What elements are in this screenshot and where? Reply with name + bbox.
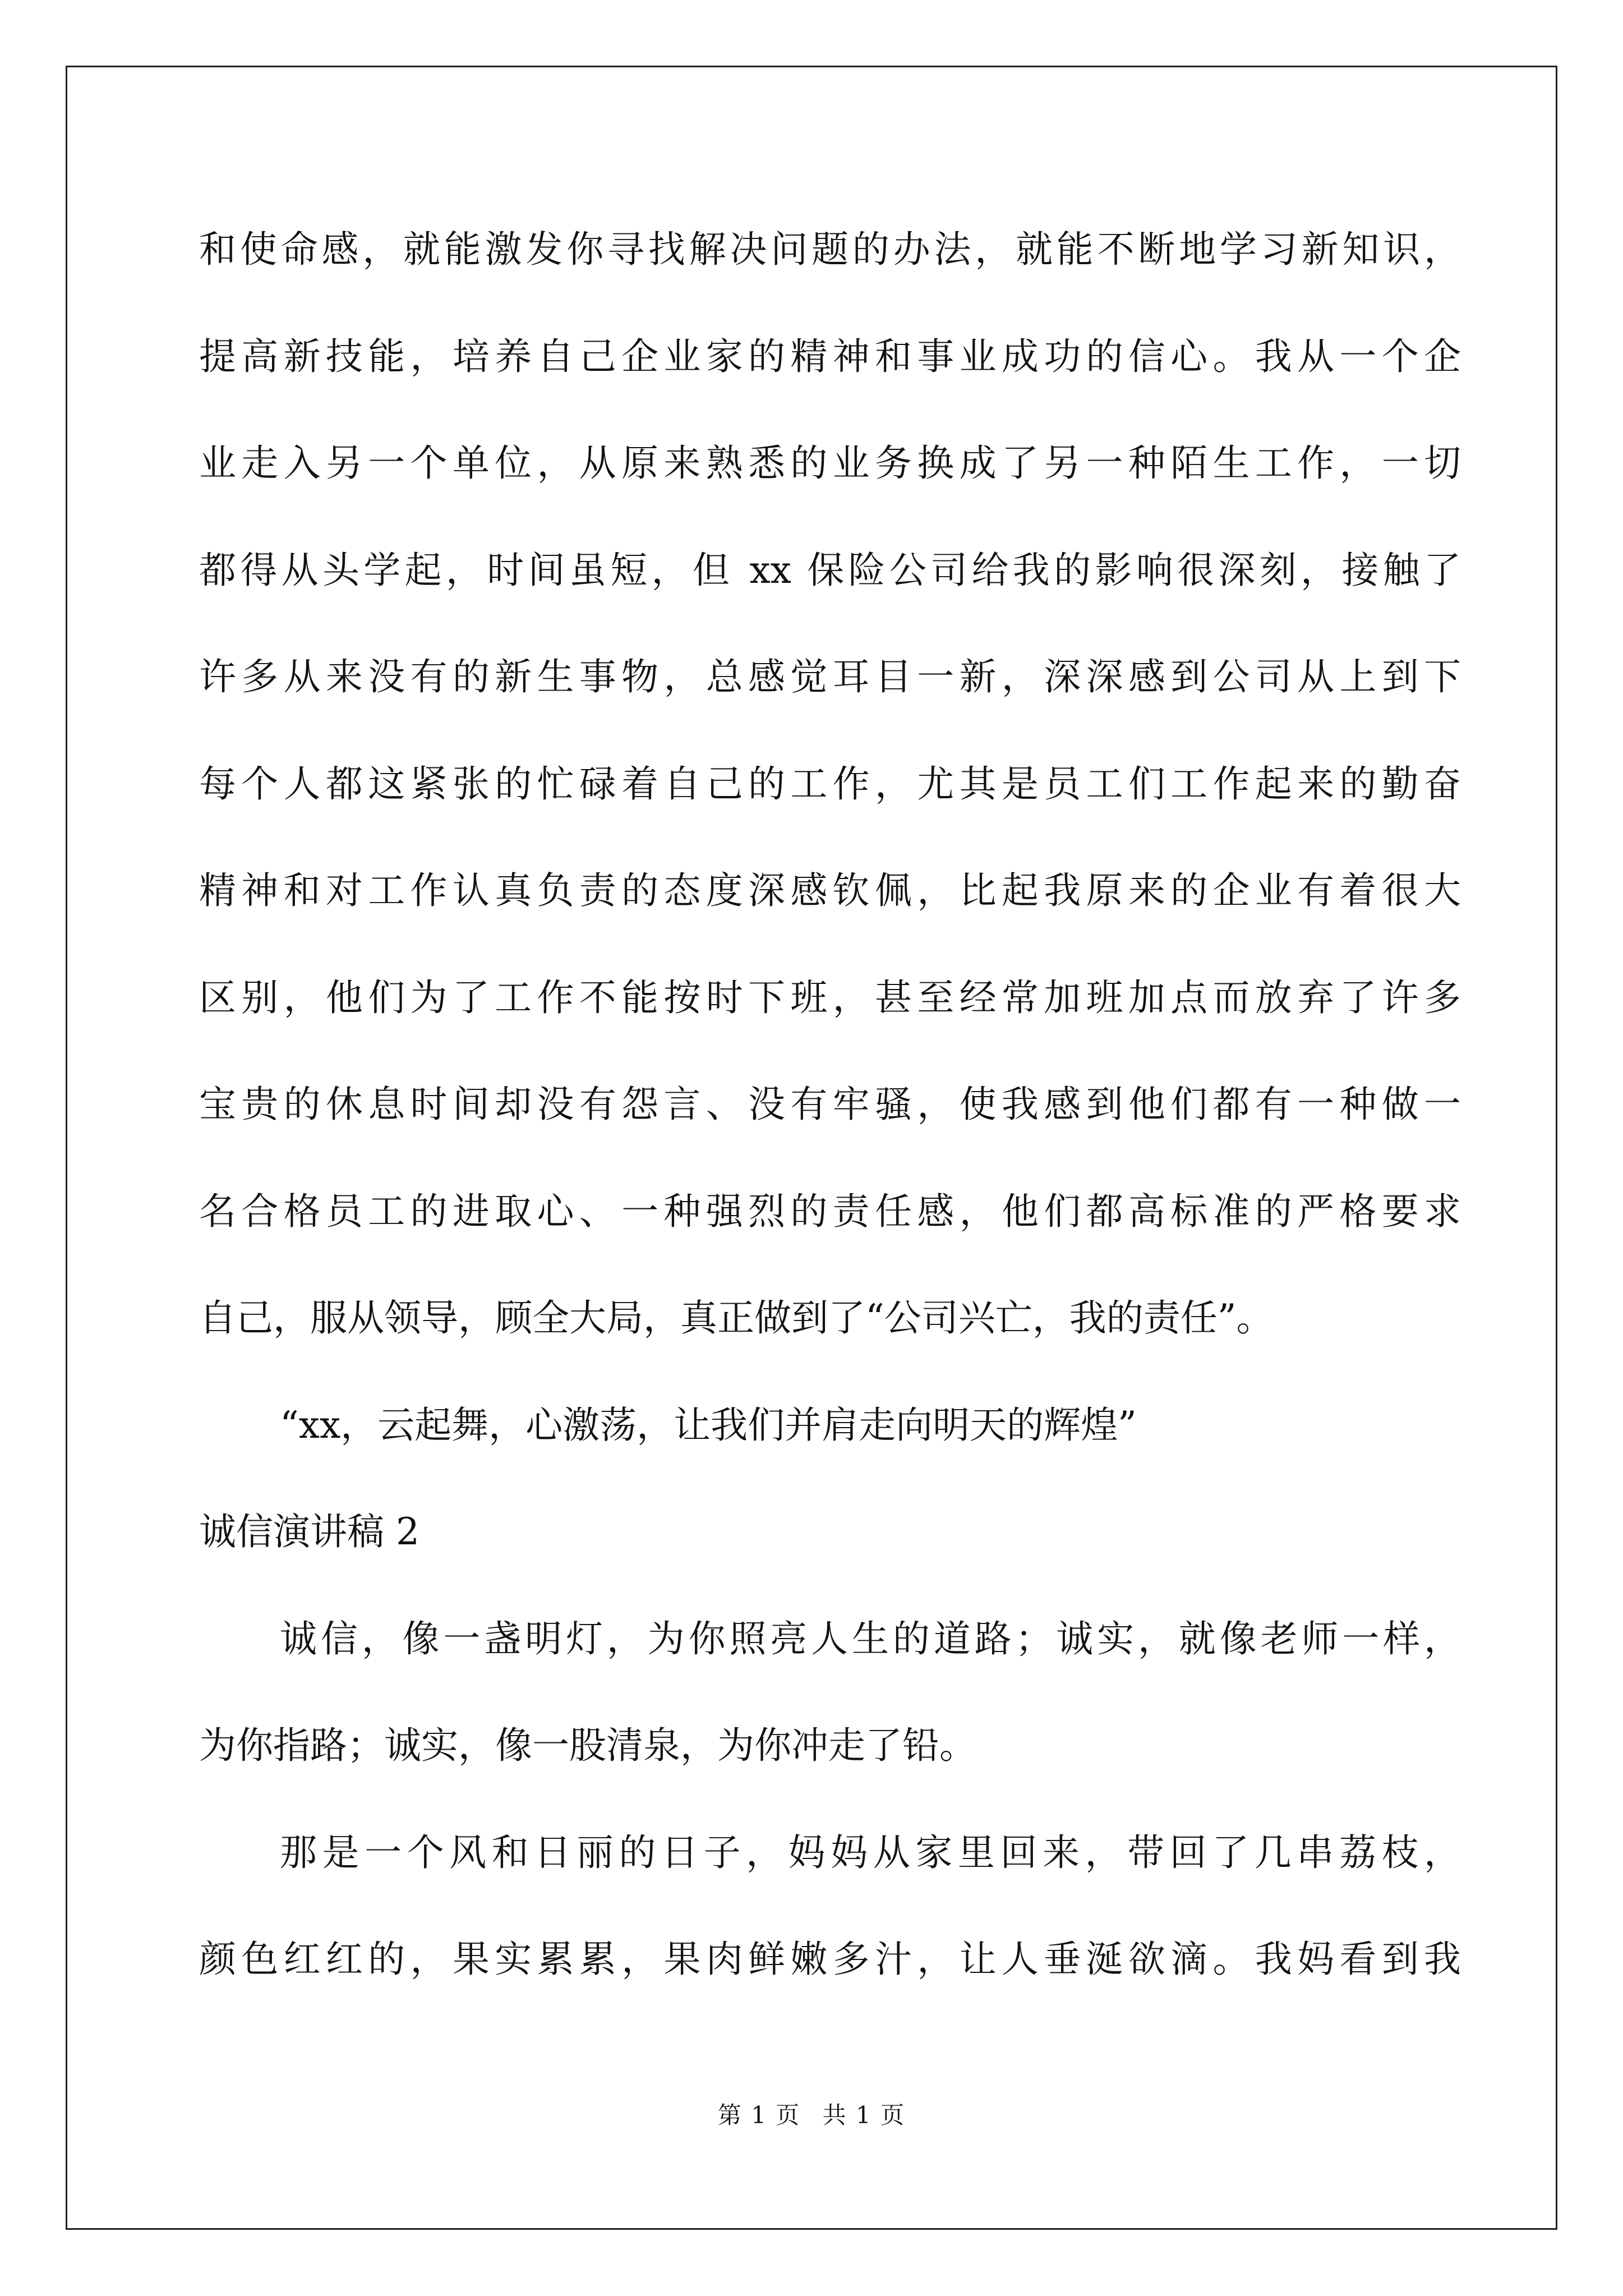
page-total: 共 1 页 bbox=[822, 2101, 906, 2129]
text-line: 业走入另一个单位，从原来熟悉的业务换成了另一种陌生工作，一切 bbox=[199, 441, 1461, 485]
text-line: 区别，他们为了工作不能按时下班，甚至经常加班加点而放弃了许多 bbox=[199, 976, 1461, 1019]
text-line: 名合格员工的进取心、一种强烈的责任感，他们都高标准的严格要求 bbox=[199, 1189, 1461, 1233]
text-line: 许多从来没有的新生事物，总感觉耳目一新，深深感到公司从上到下 bbox=[199, 655, 1461, 698]
page-number: 第 1 页 bbox=[717, 2101, 801, 2129]
text-line: 和使命感，就能激发你寻找解决问题的办法，就能不断地学习新知识， bbox=[199, 228, 1461, 271]
text-line: 那是一个风和日丽的日子，妈妈从家里回来，带回了几串荔枝， bbox=[280, 1830, 1461, 1874]
text-line: 诚信，像一盏明灯，为你照亮人生的道路；诚实，就像老师一样， bbox=[280, 1617, 1461, 1660]
quote-line: “xx，云起舞，心激荡，让我们并肩走向明天的辉煌” bbox=[280, 1403, 1137, 1447]
text-line: 自己，服从领导，顾全大局，真正做到了“公司兴亡，我的责任”。 bbox=[199, 1296, 1274, 1340]
text-line: 每个人都这紧张的忙碌着自己的工作，尤其是员工们工作起来的勤奋 bbox=[199, 762, 1461, 806]
text-line: 宝贵的休息时间却没有怨言、没有牢骚，使我感到他们都有一种做一 bbox=[199, 1083, 1461, 1126]
text-line: 都得从头学起，时间虽短，但 xx 保险公司给我的影响很深刻，接触了 bbox=[199, 548, 1461, 592]
document-body bbox=[199, 196, 1461, 2013]
text-line: 颜色红红的，果实累累，果肉鲜嫩多汁，让人垂涎欲滴。我妈看到我 bbox=[199, 1938, 1461, 1981]
page-footer bbox=[0, 2097, 1623, 2131]
text-line: 精神和对工作认真负责的态度深感钦佩，比起我原来的企业有着很大 bbox=[199, 869, 1461, 912]
text-line: 提高新技能，培养自己企业家的精神和事业成功的信心。我从一个企 bbox=[199, 334, 1461, 378]
text-line: 为你指路；诚实，像一股清泉，为你冲走了铅。 bbox=[199, 1724, 976, 1767]
section-heading: 诚信演讲稿 2 bbox=[199, 1510, 419, 1553]
